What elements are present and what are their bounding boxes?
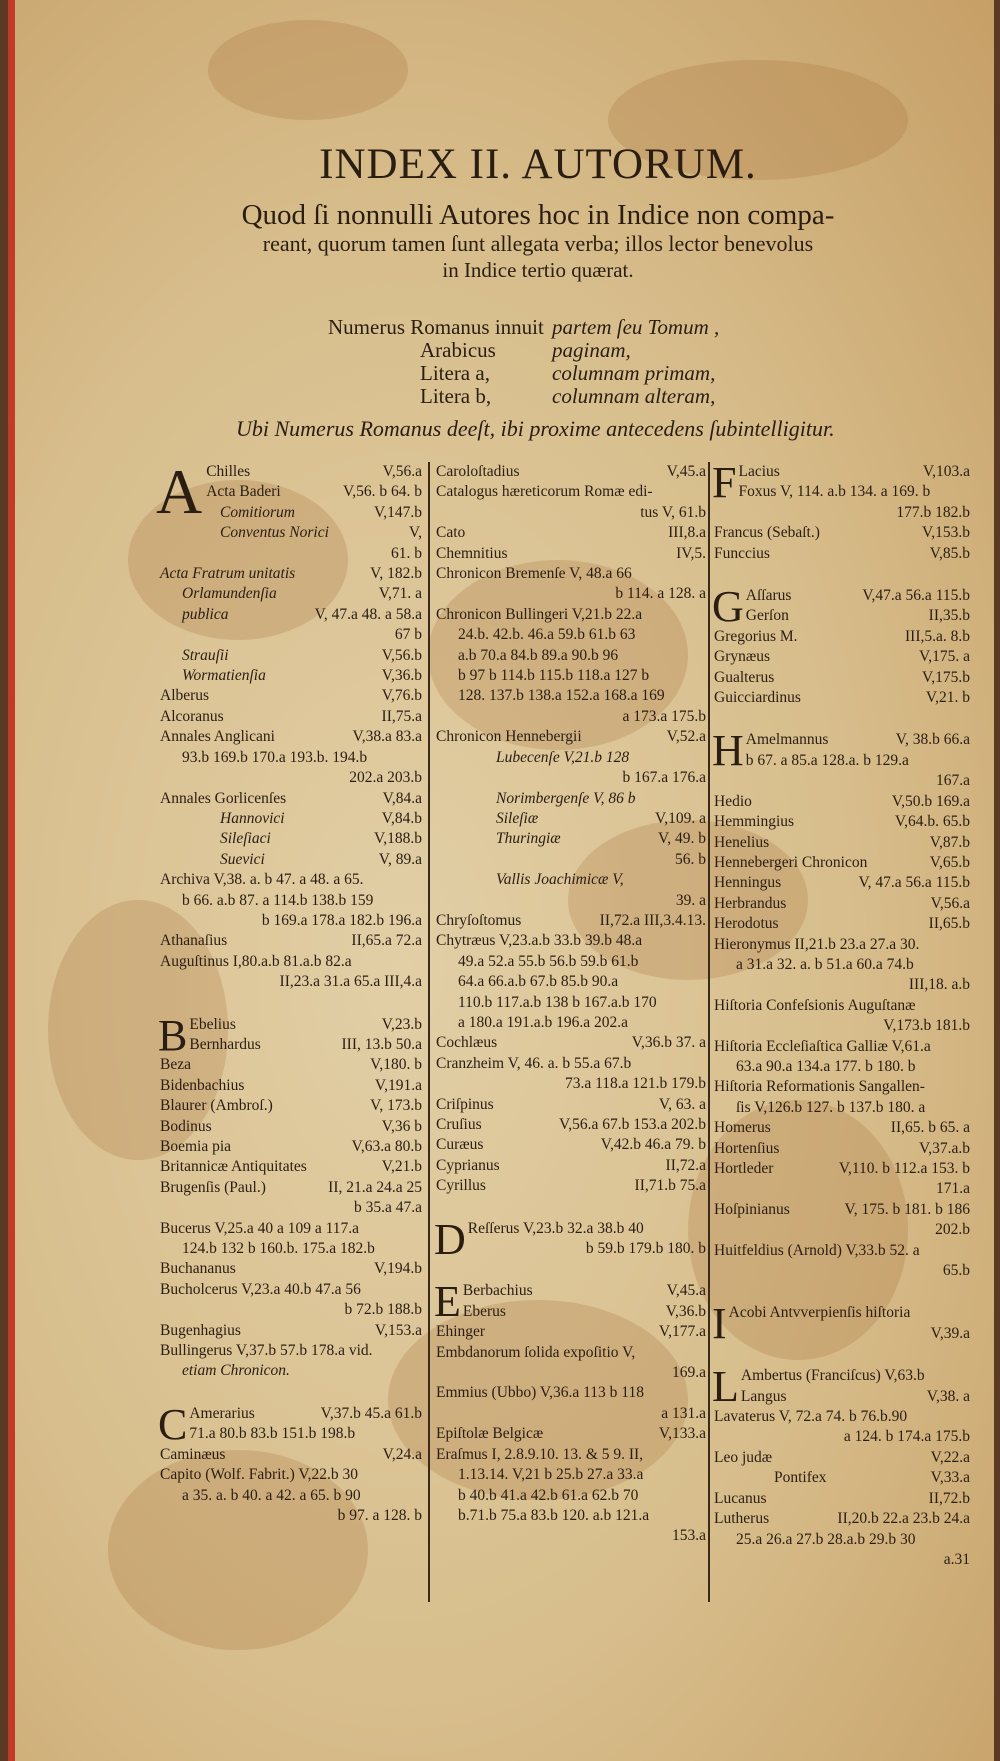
index-entry: Blaurer (Ambroſ.) V, 173.b (160, 1097, 422, 1115)
initial-letter: C (158, 1399, 188, 1449)
index-title: INDEX II. AUTORUM. (319, 141, 757, 188)
index-entry: Strauſii V,56.b (182, 646, 422, 664)
index-entry: Gualterus V,175.b (714, 668, 970, 686)
index-entry: Annales Gorlicenſes V,84.a (160, 789, 422, 807)
initial-letter: G (712, 582, 744, 632)
index-entry: publica V, 47.a 48. a 58.a (182, 605, 422, 623)
index-entry: Curæus V,42.b 46.a 79. b (436, 1136, 706, 1154)
index-entry-cont: b 66. a.b 87. a 114.b 138.b 159 (182, 891, 374, 909)
legend-key: Litera b, (420, 384, 492, 408)
index-entry-cont: a.b 70.a 84.b 89.a 90.b 96 (458, 646, 619, 664)
index-entry: Ehinger V,177.a (436, 1323, 706, 1341)
index-entry-cont: 25.a 26.a 27.b 28.a.b 29.b 30 (736, 1530, 916, 1548)
index-entry: Amelmannus V, 38.b 66.a (745, 731, 970, 749)
index-entry: Eberus V,36.b (462, 1302, 706, 1320)
index-entry: Cyrillus II,71.b 75.a (436, 1177, 706, 1195)
index-entry: Hoſpinianus V, 175. b 181. b 186 (714, 1200, 970, 1218)
index-entry-cont: a 173.a 175.b (622, 707, 706, 725)
index-entry-cont: b 72.b 188.b (344, 1301, 422, 1319)
index-entry: Chronicon Hennebergii V,52.a (436, 728, 706, 746)
index-entry-cont: 167.a (935, 772, 970, 790)
legend-row (328, 362, 719, 385)
index-entry: Capito (Wolf. Fabrit.) V,22.b 30 (160, 1466, 358, 1484)
index-entry-cont: a 131.a (661, 1404, 706, 1422)
legend-row (328, 339, 719, 362)
index-entry-cont: V,39.a (930, 1324, 970, 1342)
initial-letter: B (158, 1010, 188, 1060)
initial-letter: L (712, 1362, 739, 1412)
index-entry: Francus (Sebaſt.) V,153.b (714, 524, 970, 542)
index-entry: Sileſiaci V,188.b (220, 830, 422, 848)
index-entry: Alberus V,76.b (160, 687, 422, 705)
initial-letter: A (156, 456, 203, 527)
index-entry: Chilles V,56.a (206, 463, 422, 480)
index-entry: Lutherus II,20.b 22.a 23.b 24.a (714, 1510, 970, 1528)
index-entry-cont: 169.a (671, 1364, 706, 1382)
index-entry: Bucerus V,25.a 40 a 109 a 117.a (160, 1219, 360, 1237)
notice-line: Ubi Numerus Romanus deeſt, ibi proxime antecedens ſubintelligitur. (236, 416, 835, 441)
index-entry: Sileſiæ V,109. a (496, 809, 706, 827)
legend-value: columnam primam, (552, 361, 716, 385)
index-entry: Hortleder V,110. b 112.a 153. b (714, 1160, 970, 1177)
index-entry-cont: 67 b (394, 626, 422, 644)
index-entry: Herodotus II,65.b (714, 915, 970, 933)
index-entry-cont: b 169.a 178.a 182.b 196.a (261, 911, 422, 929)
index-entry: Acobi Antvverpienſis hiſtoria (728, 1304, 911, 1322)
index-entry: Lavaterus V, 72.a 74. b 76.b.90 (714, 1408, 908, 1426)
legend-key: Litera a, (420, 361, 490, 385)
index-entry: Auguſtinus I,80.a.b 81.a.b 82.a (160, 952, 352, 970)
index-entry-cont: 110.b 117.a.b 138 b 167.a.b 170 (458, 993, 657, 1011)
index-entry: Epiſtolæ Belgicæ V,133.a (436, 1425, 706, 1443)
index-entry: Hannovici V,84.b (220, 809, 422, 827)
index-entry-cont: tus V, 61.b (640, 503, 706, 521)
legend-row (328, 385, 719, 408)
index-entry: Foxus V, 114. a.b 134. a 169. b (738, 483, 931, 501)
index-entry: Aſſarus V,47.a 56.a 115.b (745, 587, 970, 605)
index-entry: Chronicon Bullingeri V,21.b 22.a (436, 605, 643, 623)
index-entry: Herbrandus V,56.a (714, 894, 970, 912)
index-entry: Chytræus V,23.a.b 33.b 39.b 48.a (436, 932, 643, 950)
initial-letter: E (434, 1277, 461, 1327)
index-entry: Archiva V,38. a. b 47. a 48. a 65. (160, 871, 364, 889)
index-entry-cont: 65.b (942, 1262, 970, 1280)
index-entry-cont: 39. a (675, 891, 706, 909)
index-entry-cont: b 35.a 47.a (353, 1199, 422, 1217)
intro-line-2: reant, quorum tamen ſunt allegata verba; illos lector benevolus (262, 231, 814, 256)
initial-letter: H (712, 726, 744, 776)
index-entry: Britannicæ Antiquitates V,21.b (160, 1158, 422, 1176)
index-entry-cont: b 67. a 85.a 128.a. b 129.a (745, 751, 909, 769)
index-entry-cont: a 31.a 32. a. b 51.a 60.a 74.b (736, 955, 914, 973)
index-entry-cont: b 97 b 114.b 115.b 118.a 127 b (458, 667, 650, 685)
index-entry: Bodinus V,36 b (160, 1117, 422, 1135)
index-entry-cont: b 59.b 179.b 180. b (585, 1240, 706, 1258)
index-entry-cont: 71.a 80.b 83.b 151.b 198.b (189, 1425, 356, 1443)
index-entry-cont: 73.a 118.a 121.b 179.b (564, 1075, 706, 1093)
index-entry: Lucanus II,72.b (714, 1489, 970, 1507)
index-entry: Athanaſius II,65.a 72.a (160, 932, 422, 950)
index-entry: Brugenſis (Paul.) II, 21.a 24.a 25 (160, 1178, 422, 1196)
index-entry-cont: b 97. a 128. b (337, 1506, 422, 1524)
index-entry: Reſſerus V,23.b 32.a 38.b 40 (467, 1219, 644, 1237)
legend-row (328, 316, 719, 339)
index-entry: Guicciardinus V,21. b (714, 689, 970, 707)
index-entry: Annales Anglicani V,38.a 83.a (160, 728, 422, 746)
index-entry-cont: a.31 (943, 1550, 970, 1568)
index-entry: Wormatienſia V,36.b (182, 667, 422, 685)
legend-value: paginam, (552, 338, 631, 362)
index-entry: Suevici V, 89.a (220, 850, 422, 868)
index-entry: Lubecenſe V,21.b 128 (496, 748, 630, 766)
page-edge (8, 0, 15, 1761)
index-entry: Hiſtoria Confeſsionis Auguſtanæ (714, 996, 916, 1014)
index-entry: Buchananus V,194.b (160, 1260, 422, 1278)
index-entry-cont: 1.13.14. V,21 b 25.b 27.a 33.a (458, 1466, 644, 1484)
index-entry-cont: III,18. a.b (908, 976, 970, 994)
index-entry-cont: 63.a 90.a 134.a 177. b 180. b (736, 1057, 916, 1075)
legend-value: columnam alteram, (552, 384, 716, 408)
index-entry-cont: 93.b 169.b 170.a 193.b. 194.b (182, 748, 368, 766)
legend-key: Numerus Romanus innuit (328, 315, 544, 339)
index-entry: Hedio V,50.b 169.a (714, 792, 970, 810)
index-entry-cont: 64.a 66.a.b 67.b 85.b 90.a (458, 973, 619, 991)
index-entry-cont: 128. 137.b 138.a 152.a 168.a 169 (458, 687, 665, 705)
index-column-1 (156, 456, 422, 1526)
legend-key: Arabicus (420, 338, 496, 362)
intro-line-3: in Indice tertio quærat. (442, 258, 634, 282)
index-entry: Cyprianus II,72.a (436, 1156, 706, 1174)
index-entry: Cruſius V,56.a 67.b 153.a 202.b (436, 1116, 706, 1133)
initial-letter: F (712, 458, 737, 507)
index-entry: Acta Baderi V,56. b 64. b (206, 483, 422, 501)
index-entry: Bugenhagius V,153.a (160, 1321, 422, 1339)
index-entry: Cranzheim V, 46. a. b 55.a 67.b (436, 1054, 632, 1072)
index-entry: Orlamundenſia V,71. a (182, 585, 422, 603)
index-entry-cont: b 40.b 41.a 42.b 61.a 62.b 70 (458, 1486, 639, 1504)
index-entry-cont: 171.a (935, 1180, 970, 1198)
index-entry: Cochlæus V,36.b 37. a (436, 1034, 706, 1052)
index-entry-cont: V,173.b 181.b (883, 1017, 970, 1035)
index-entry: Langus V,38. a (740, 1387, 970, 1405)
index-entry-cont: 124.b 132 b 160.b. 175.a 182.b (182, 1240, 375, 1258)
index-entry-cont: 202.b (935, 1221, 970, 1239)
index-entry: Henelius V,87.b (714, 833, 970, 851)
index-entry: Vallis Joachimicæ V, (496, 871, 624, 889)
index-entry: Funccius V,85.b (714, 544, 970, 562)
index-entry: Grynæus V,175. a (714, 648, 970, 666)
index-entry-cont: 177.b 182.b (896, 503, 970, 521)
index-entry: Catalogus hæreticorum Romæ edi- (436, 483, 653, 501)
numbering-legend (328, 316, 719, 408)
index-entry: Hemmingius V,64.b. 65.b (714, 813, 970, 831)
index-entry: Hieronymus II,21.b 23.a 27.a 30. (714, 935, 920, 953)
index-entry-cont: b.71.b 75.a 83.b 120. a.b 121.a (458, 1506, 650, 1524)
index-entry-cont: 61. b (391, 544, 422, 562)
index-entry: Bucholcerus V,23.a 40.b 47.a 56 (160, 1280, 361, 1298)
index-entry: Hiſtoria Reformationis Sangallen- (714, 1078, 925, 1096)
index-entry: Ebelius V,23.b (189, 1015, 422, 1033)
index-entry: Leo judæ V,22.a (714, 1448, 970, 1466)
index-entry: Emmius (Ubbo) V,36.a 113 b 118 (436, 1384, 644, 1402)
index-entry: Conventus Norici V, (220, 524, 422, 542)
index-entry: Chemnitius IV,5. (436, 544, 706, 562)
index-entry: Bullingerus V,37.b 57.b 178.a vid. (160, 1342, 373, 1360)
index-entry: Henningus V, 47.a 56.a 115.b (714, 874, 970, 892)
index-entry-cont: a 124. b 174.a 175.b (843, 1428, 970, 1446)
index-entry: Caroloſtadius V,45.a (436, 463, 706, 480)
index-entry-cont: II,23.a 31.a 65.a III,4.a (279, 973, 422, 991)
index-entry: Alcoranus II,75.a (160, 707, 422, 725)
index-entry: Criſpinus V, 63. a (436, 1095, 706, 1113)
index-entry: Thuringiæ V, 49. b (496, 830, 706, 848)
book-page (8, 0, 994, 1761)
index-column-2 (436, 462, 706, 1547)
index-entry: Embdanorum ſolida expoſitio V, (436, 1343, 636, 1361)
initial-letter: I (712, 1299, 727, 1349)
header (158, 138, 918, 283)
index-entry-cont: 49.a 52.a 55.b 56.b 59.b 61.b (458, 952, 639, 970)
index-entry: Ambertus (Franciſcus) V,63.b (740, 1367, 925, 1385)
index-entry-cont: 153.a (671, 1527, 706, 1545)
index-entry-cont: b 167.a 176.a (622, 769, 706, 787)
index-entry: Comitiorum V,147.b (220, 503, 422, 521)
index-entry: Pontifex V,33.a (774, 1469, 970, 1487)
index-entry-cont: 202.a 203.b (349, 769, 422, 787)
column-rule (708, 462, 710, 1602)
index-entry: Hennebergeri Chronicon V,65.b (714, 853, 970, 871)
index-entry-cont: 56. b (675, 850, 706, 868)
index-entry-cont: ſis V,126.b 127. b 137.b 180. a (736, 1098, 926, 1116)
initial-letter: D (434, 1214, 466, 1264)
column-rule (428, 462, 430, 1602)
index-entry-cont: a 35. a. b 40. a 42. a 65. b 90 (182, 1486, 361, 1504)
index-entry: Hiſtoria Eccleſiaſtica Galliæ V,61.a (714, 1037, 931, 1055)
index-entry: Homerus II,65. b 65. a (714, 1119, 970, 1137)
index-entry: Chronicon Bremenſe V, 48.a 66 (436, 565, 632, 583)
index-entry: Norimbergenſe V, 86 b (496, 789, 636, 807)
index-entry: Chryſoſtomus II,72.a III,3.4.13. (436, 911, 706, 929)
index-column-3 (712, 458, 970, 1570)
index-entry: Huitfeldius (Arnold) V,33.b 52. a (714, 1241, 920, 1259)
index-entry: Eraſmus I, 2.8.9.10. 13. & 5 9. II, (436, 1445, 644, 1463)
legend-value: partem ſeu Tomum , (552, 315, 720, 339)
index-entry: Boemia pia V,63.a 80.b (160, 1138, 422, 1155)
index-entry: Bernhardus III, 13.b 50.a (189, 1035, 422, 1053)
index-entry: Amerarius V,37.b 45.a 61.b (189, 1404, 422, 1422)
index-entry-cont: 24.b. 42.b. 46.a 59.b 61.b 63 (458, 626, 636, 644)
index-entry: Cato III,8.a (436, 524, 706, 542)
index-entry: Hortenſius V,37.a.b (714, 1139, 970, 1157)
index-entry-cont: etiam Chronicon. (182, 1362, 290, 1380)
index-entry-cont: b 114. a 128. a (615, 585, 706, 603)
index-entry: Lacius V,103.a (738, 463, 970, 480)
index-entry: Bidenbachius V,191.a (160, 1076, 422, 1094)
index-entry-cont: a 180.a 191.a.b 196.a 202.a (458, 1013, 629, 1031)
index-entry: Gregorius M. III,5.a. 8.b (714, 627, 970, 645)
index-entry: Acta Fratrum unitatis V, 182.b (160, 565, 422, 583)
index-entry: Caminæus V,24.a (160, 1445, 422, 1463)
index-entry: Berbachius V,45.a (462, 1282, 706, 1300)
index-entry: Gerſon II,35.b (745, 607, 970, 625)
intro-line-1: Quod ſi nonnulli Autores hoc in Indice non compa- (241, 199, 835, 231)
index-entry: Beza V,180. b (160, 1056, 422, 1074)
